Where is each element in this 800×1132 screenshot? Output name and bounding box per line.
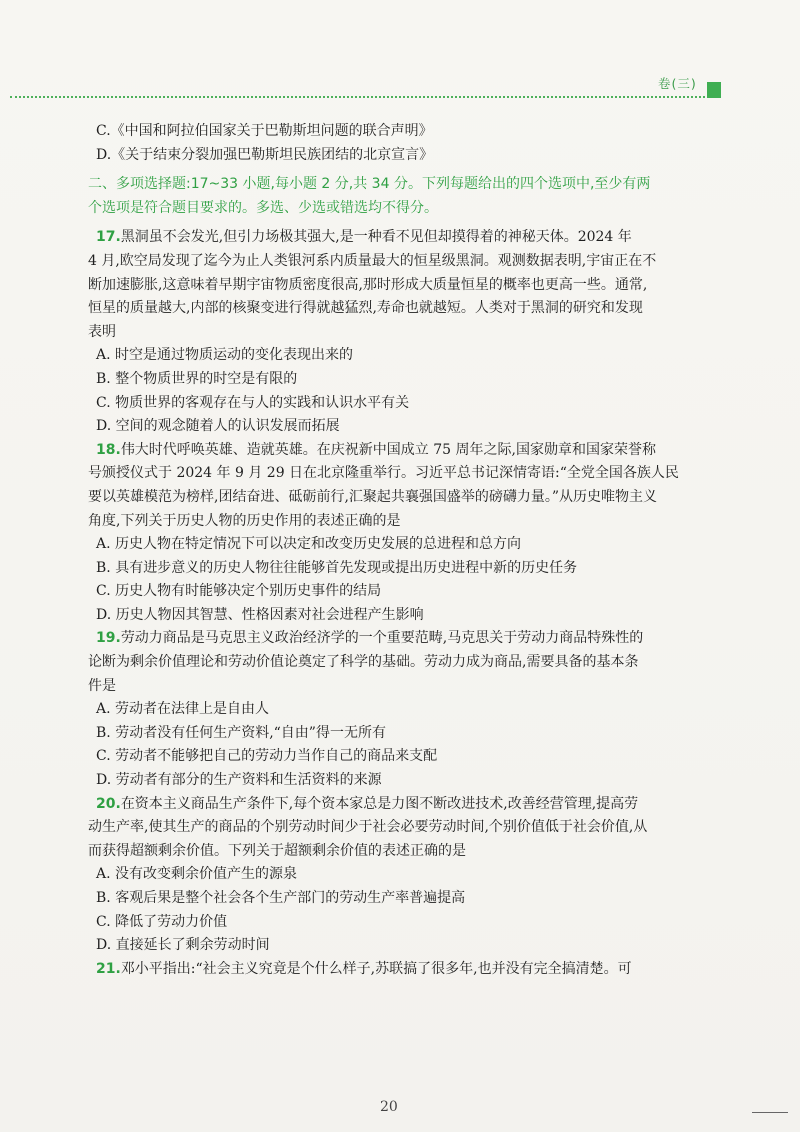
option-b: B. 具有进步意义的历史人物往往能够首先发现或提出历史进程中新的历史任务 [96, 559, 578, 576]
question-number: 20. [96, 795, 121, 812]
option-a: A. 历史人物在特定情况下可以决定和改变历史发展的总进程和总方向 [96, 536, 522, 553]
section-heading: 个选项是符合题目要求的。多选、少选或错选均不得分。 [88, 199, 438, 216]
question-20-line: 而获得超额剩余价值。下列关于超额剩余价值的表述正确的是 [88, 842, 466, 859]
question-number: 21. [96, 960, 121, 977]
question-20-line: 动生产率,使其生产的商品的个别劳动时间少于社会必要劳动时间,个别价值低于社会价值,从 [88, 819, 648, 836]
question-17-line: 断加速膨胀,这意味着早期宇宙物质密度很高,那时形成大质量恒星的概率也更高一些。通常, [88, 276, 648, 293]
page-content [88, 120, 710, 981]
question-18-line: 角度,下列关于历史人物的历史作用的表述正确的是 [88, 512, 401, 529]
option-c: C. 历史人物有时能够决定个别历史事件的结局 [96, 583, 382, 600]
option-b: B. 客观后果是整个社会各个生产部门的劳动生产率普遍提高 [96, 890, 466, 906]
prev-option: D.《关于结束分裂加强巴勒斯坦民族团结的北京宣言》 [96, 146, 434, 163]
question-21-line: 21.邓小平指出:“社会主义究竟是个什么样子,苏联搞了很多年,也并没有完全搞清楚。可 [96, 960, 632, 977]
option-c: C. 劳动者不能够把自己的劳动力当作自己的商品来支配 [96, 748, 438, 765]
question-18-line: 要以英雄模范为榜样,团结奋进、砥砺前行,汇聚起共襄强国盛举的磅礴力量。”从历史唯物主义 [88, 488, 658, 505]
question-17-line: 表明 [88, 323, 116, 340]
option-d: D. 历史人物因其智慧、性格因素对社会进程产生影响 [96, 606, 424, 623]
question-20-line: 20.在资本主义商品生产条件下,每个资本家总是力图不断改进技术,改善经营管理,提高劳 [96, 795, 639, 812]
question-19-line: 件是 [88, 677, 116, 694]
question-18-line: 18.伟大时代呼唤英雄、造就英雄。在庆祝新中国成立 75 周年之际,国家勋章和国家荣誉称 [96, 441, 656, 458]
header-dotted-rule [10, 96, 705, 98]
option-d: D. 直接延长了剩余劳动时间 [96, 937, 270, 954]
option-a: A. 劳动者在法律上是自由人 [96, 701, 270, 718]
option-c: C. 降低了劳动力价值 [96, 913, 228, 930]
option-d: D. 劳动者有部分的生产资料和生活资料的来源 [96, 772, 382, 789]
question-19-line: 论断为剩余价值理论和劳动价值论奠定了科学的基础。劳动力成为商品,需要具备的基本条 [88, 654, 639, 671]
question-number: 17. [96, 229, 121, 246]
option-a: A. 时空是通过物质运动的变化表现出来的 [96, 347, 354, 364]
prev-option: C.《中国和阿拉伯国家关于巴勒斯坦问题的联合声明》 [96, 123, 433, 139]
section-heading: 二、多项选择题:17~33 小题,每小题 2 分,共 34 分。下列每题给出的四个选项中,至少有两 [88, 176, 651, 193]
volume-label: 卷(三) [658, 76, 697, 91]
option-b: B. 整个物质世界的时空是有限的 [96, 370, 298, 387]
option-c: C. 物质世界的客观存在与人的实践和认识水平有关 [96, 394, 410, 411]
option-b: B. 劳动者没有任何生产资料,“自由”得一无所有 [96, 724, 386, 741]
question-18-line: 号颁授仪式于 2024 年 9 月 29 日在北京隆重举行。习近平总书记深情寄语:“全党全国各族人民 [88, 465, 679, 482]
option-d: D. 空间的观念随着人的认识发展而拓展 [96, 418, 340, 435]
question-number: 19. [96, 630, 121, 647]
question-17-line: 恒星的质量越大,内部的核聚变进行得就越猛烈,寿命也就越短。人类对于黑洞的研究和发现 [88, 300, 643, 317]
bottom-rule [752, 1112, 788, 1113]
page-number: 20 [380, 1099, 398, 1115]
question-19-line: 19.劳动力商品是马克思主义政治经济学的一个重要范畴,马克思关于劳动力商品特殊性的 [96, 630, 644, 647]
question-17-line: 4 月,欧空局发现了迄今为止人类银河系内质量最大的恒星级黑洞。观测数据表明,宇宙正在不 [88, 252, 657, 269]
question-number: 18. [96, 441, 121, 458]
question-17-line: 17.黑洞虽不会发光,但引力场极其强大,是一种看不见但却摸得着的神秘天体。2024 年 [96, 229, 632, 246]
side-tab-bar [707, 82, 721, 98]
option-a: A. 没有改变剩余价值产生的源泉 [96, 866, 298, 883]
